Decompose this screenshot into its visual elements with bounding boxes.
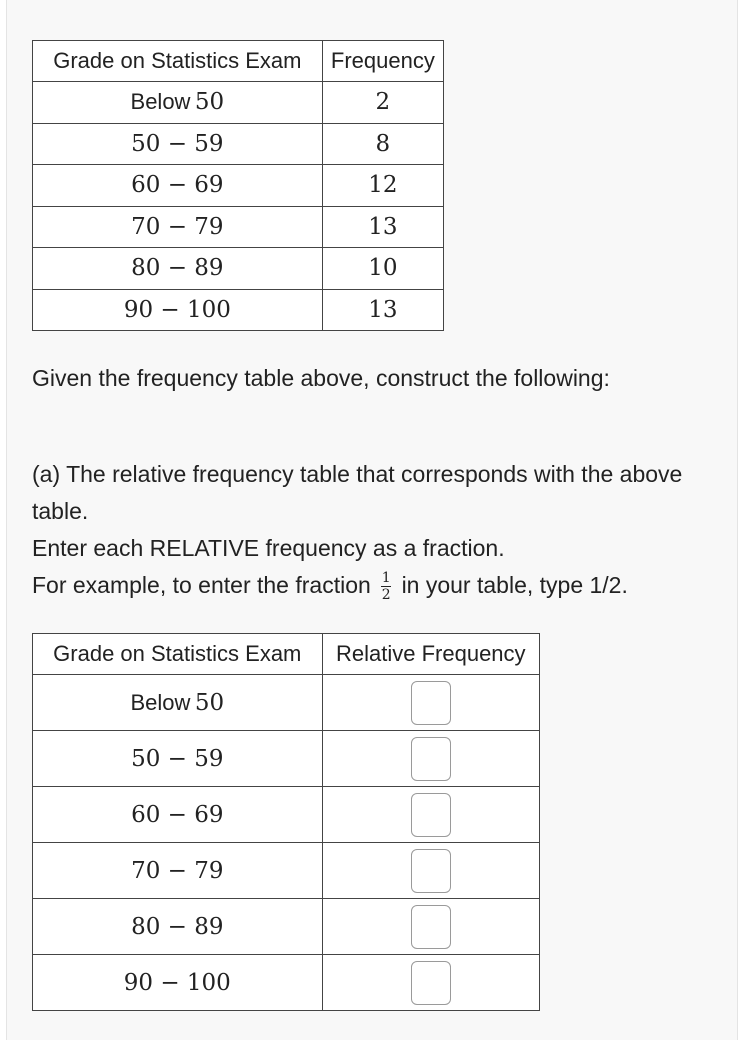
frequency-cell: 8 [322,123,443,165]
table-row [33,123,444,165]
answer-cell [322,955,539,1011]
relative-frequency-input[interactable] [411,961,451,1005]
grade-cell: 80 − 89 [33,248,323,290]
grade-cell: 50 − 59 [33,123,323,165]
table-row [33,206,444,248]
table-row [33,82,444,124]
fraction-instruction: Enter each RELATIVE frequency as a fraction. [32,535,505,561]
frequency-cell: 2 [322,82,443,124]
part-a-text: (a) The relative frequency table that corresponds with the above table. [32,461,683,524]
grade-prefix: Below [130,89,191,115]
relative-frequency-input[interactable] [411,681,451,725]
one-half-fraction [381,571,391,602]
grade-cell: 70 − 79 [33,843,323,899]
answer-cell [322,731,539,787]
column-header-grade: Grade on Statistics Exam [33,634,323,675]
grade-cell: 90 − 100 [33,955,323,1011]
answer-cell [322,675,539,731]
fraction-denominator: 2 [381,587,391,604]
grade-cell: 70 − 79 [33,206,323,248]
grade-cell: 60 − 69 [33,787,323,843]
column-header-grade: Grade on Statistics Exam [33,41,323,82]
frequency-table [32,40,444,331]
relative-frequency-input[interactable] [411,737,451,781]
fraction-numerator: 1 [381,570,391,587]
intro-text: Given the frequency table above, construct the following: [32,365,610,391]
grade-cell [33,675,323,731]
answer-cell [322,899,539,955]
grade-cell: 90 − 100 [33,289,323,331]
example-text [32,567,722,604]
grade-prefix: Below [130,689,191,715]
example-before: For example, to enter the fraction [32,572,371,598]
table-row [33,899,540,955]
frequency-cell: 13 [322,206,443,248]
relative-frequency-input[interactable] [411,849,451,893]
example-after: in your table, type 1/2. [401,572,628,598]
table-row [33,787,540,843]
frequency-cell: 13 [322,289,443,331]
relative-frequency-input[interactable] [411,793,451,837]
table-header-row [33,41,444,82]
table-row [33,843,540,899]
table-header-row [33,634,540,675]
column-header-frequency: Frequency [322,41,443,82]
frequency-cell: 12 [322,165,443,207]
table-row [33,731,540,787]
relative-frequency-table [32,633,540,1011]
answer-cell [322,787,539,843]
grade-cell: 50 − 59 [33,731,323,787]
grade-cell: 60 − 69 [33,165,323,207]
frequency-cell: 10 [322,248,443,290]
grade-range: 50 [194,689,225,716]
grade-cell: 80 − 89 [33,899,323,955]
relative-frequency-input[interactable] [411,905,451,949]
table-row [33,675,540,731]
grade-range: 50 [194,89,225,116]
grade-cell [33,82,323,124]
table-row [33,955,540,1011]
table-row [33,289,444,331]
table-row [33,165,444,207]
table-row [33,248,444,290]
column-header-relative-frequency: Relative Frequency [322,634,539,675]
answer-cell [322,843,539,899]
